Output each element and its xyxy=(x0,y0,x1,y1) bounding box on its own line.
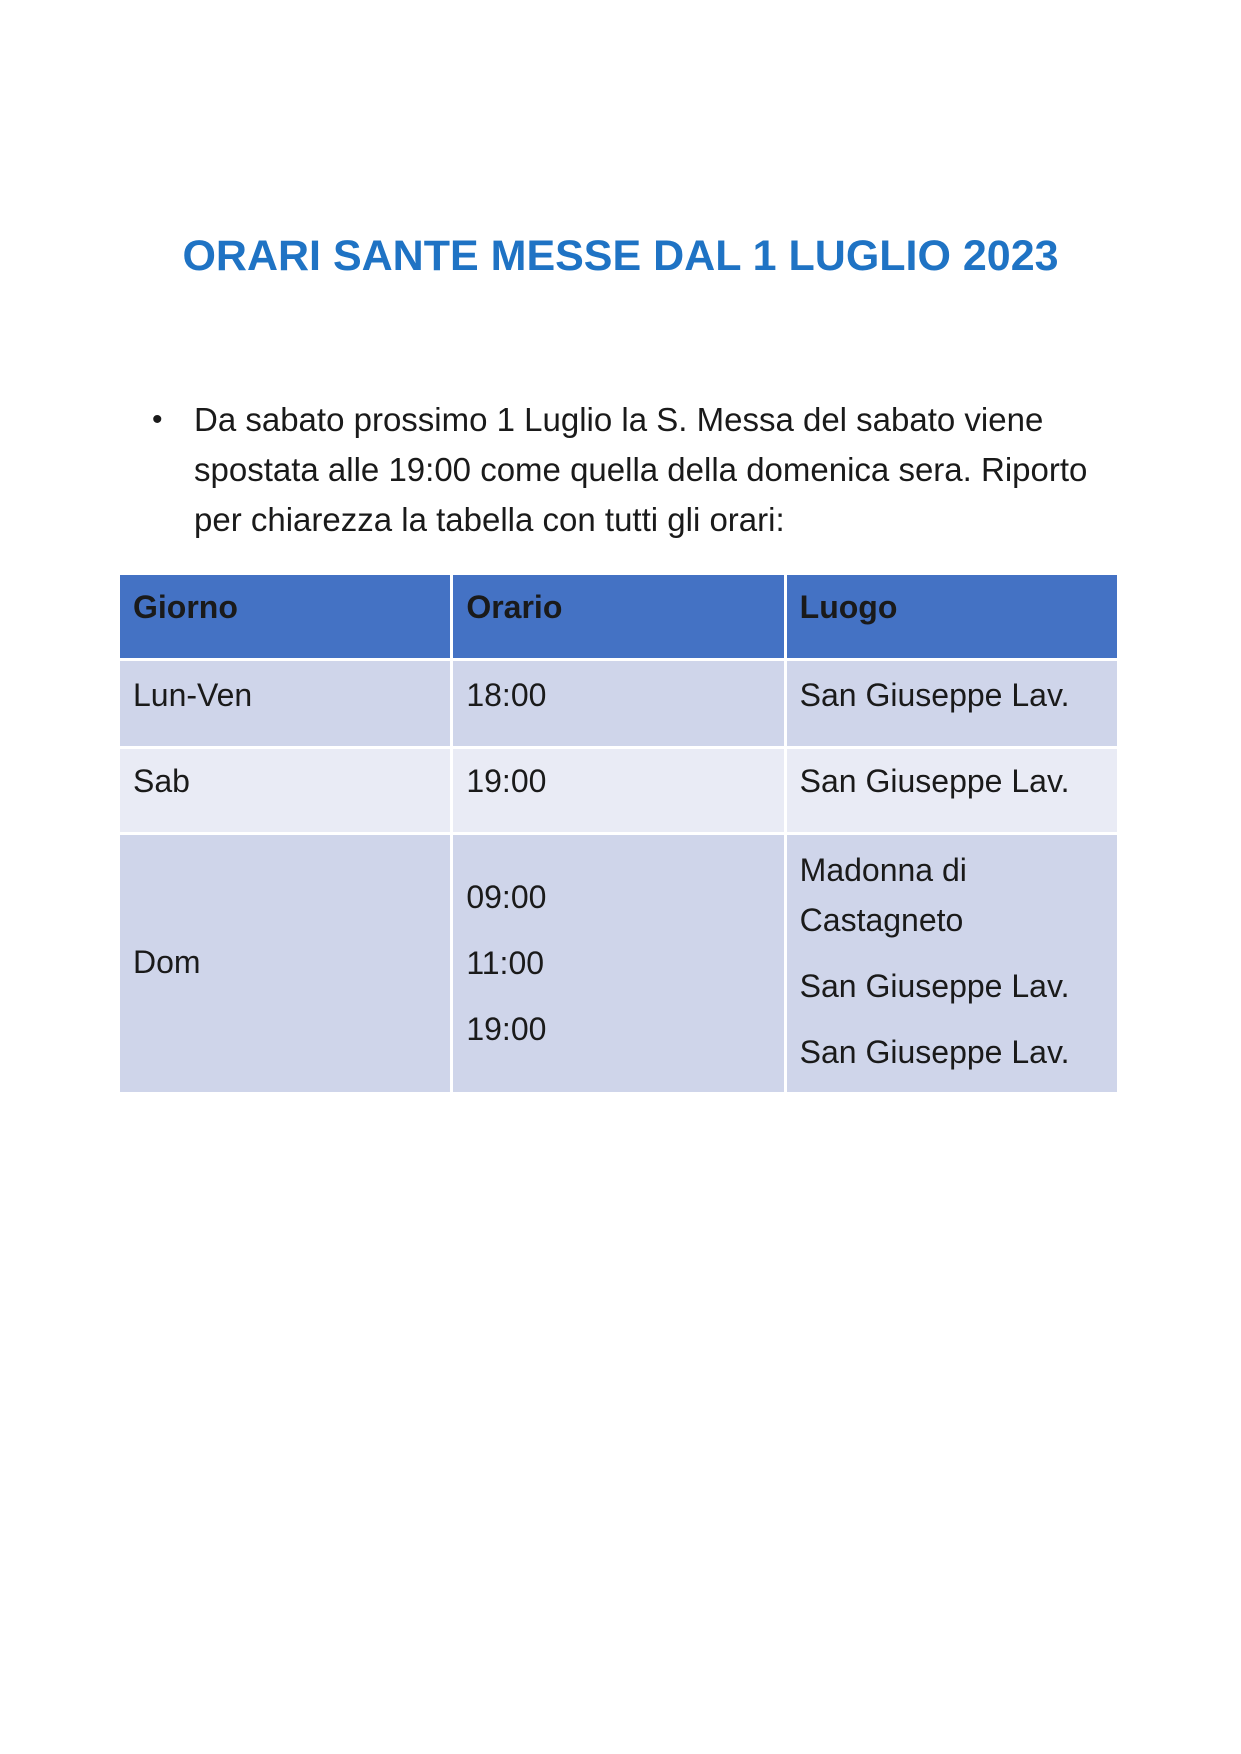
header-luogo: Luogo xyxy=(787,575,1117,658)
bullet-icon: • xyxy=(152,403,163,436)
cell-giorno: Sab xyxy=(120,749,450,832)
table-row xyxy=(120,749,1117,832)
intro-text: Da sabato prossimo 1 Luglio la S. Messa del sabato viene spostata alle 19:00 come quella della domenica sera. Riporto per chiarezza la tabella con tutti gli orari: xyxy=(194,401,1088,538)
cell-luoghi xyxy=(787,835,1117,1092)
cell-luogo: San Giuseppe Lav. xyxy=(787,661,1117,746)
table-row xyxy=(120,835,1117,1092)
table-row xyxy=(120,661,1117,746)
page-title: ORARI SANTE MESSE DAL 1 LUGLIO 2023 xyxy=(182,232,1059,280)
time-entry: 09:00 xyxy=(466,878,547,915)
place-entry: Madonna di Castagneto xyxy=(799,852,967,938)
place-entry: San Giuseppe Lav. xyxy=(799,1034,1070,1070)
header-orario: Orario xyxy=(453,575,783,658)
time-entry: 11:00 xyxy=(466,944,545,981)
table-header-row xyxy=(120,575,1117,658)
time-entry: 19:00 xyxy=(466,1010,547,1047)
mass-schedule-table xyxy=(117,572,1120,1095)
intro-paragraph xyxy=(152,395,1128,545)
cell-orario: 19:00 xyxy=(453,749,783,832)
header-giorno: Giorno xyxy=(120,575,450,658)
cell-giorno: Dom xyxy=(120,835,450,1092)
place-entry: San Giuseppe Lav. xyxy=(799,968,1070,1004)
cell-luogo: San Giuseppe Lav. xyxy=(787,749,1117,832)
cell-orari xyxy=(453,835,783,1092)
cell-giorno: Lun-Ven xyxy=(120,661,450,746)
cell-orario: 18:00 xyxy=(453,661,783,746)
